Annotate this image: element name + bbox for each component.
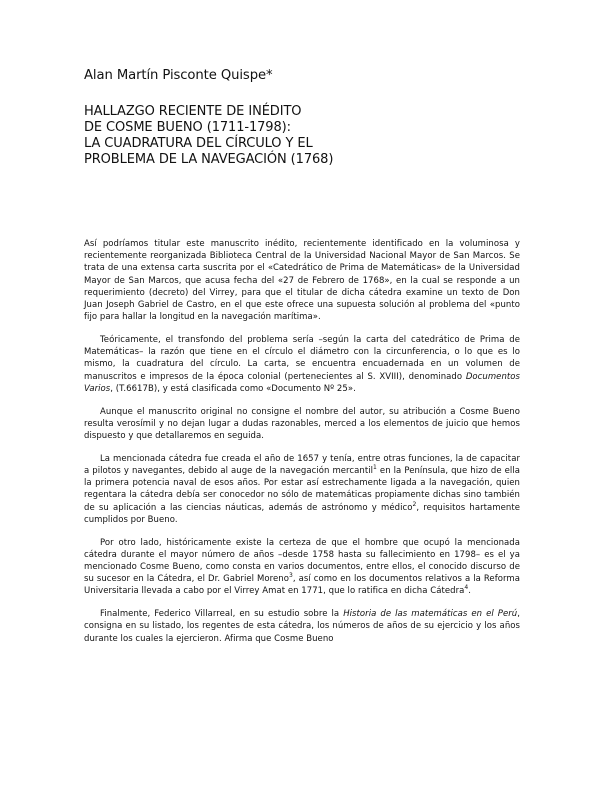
footnote-ref-3[interactable]: 3 [289,572,293,580]
paragraph-6 [84,608,520,645]
paragraph-2-text-a: Teóricamente, el transfondo del problema sería –según la carta del catedrático de Prima de Matemáticas– la razón que tiene en el círculo el diámetro con la circunferencia, o lo que es lo mismo, la cuadratura del círculo. La carta, se encuentra encuadernada en un volumen de manuscritos e impresos de la época colonial (pertenecientes al S. XVIII), denominado [84,335,520,382]
paragraph-2-text-b: , (T.6617B), y está clasificada como «Documento Nº 25». [110,383,356,394]
title-line-3: LA CUADRATURA DEL CÍRCULO Y EL [84,136,313,151]
footnote-ref-2[interactable]: 2 [412,500,417,508]
paragraph-1-text: Así podríamos titular este manuscrito inédito, recientemente identificado en la voluminosa y recientemente reorganizada Biblioteca Central de la Universidad Nacional Mayor de San Marcos. Se trata de una extensa carta suscrita por el «Catedrático de Prima de Matemáticas» de la Universidad Mayor de San Marcos, que acusa fecha del «27 de Febrero de 1768», en la cual se responde a un requerimiento (decreto) del Virrey, para que el titular de dicha cátedra examine un texto de Don Juan Joseph Gabriel de Castro, en el que este ofrece una supuesta solución al problema del «punto fijo para hallar la longitud en la navegación marítima». [84,239,520,323]
paragraph-2-italic: Documentos Varios [84,371,520,394]
footnote-ref-4[interactable]: 4 [464,584,469,592]
title-line-4: PROBLEMA DE LA NAVEGACIÓN (1768) [84,152,334,167]
author-name: Alan Martín Pisconte Quispe* [84,68,273,83]
paragraph-4-text-b: en la Península, que hizo de ella la primera potencia naval de esos años. Por estar así estrechamente ligada a la navegación, quien regentara la cátedra debía ser conocedor no sólo de matemáticas propiamente dichas sino también de su aplicación a las ciencias náuticas, además de astrónomo y médico [84,466,520,513]
title-line-2: DE COSME BUENO (1711-1798): [84,120,291,135]
paragraph-5-text-b: , así como en los documentos relativos a la Reforma Universitaria llevada a cabo por el Virrey Amat en 1771, que lo ratifica en dicha Cátedra [84,574,520,597]
paragraph-6-text-a: Finalmente, Federico Villarreal, en su estudio sobre la [100,609,344,620]
paragraph-4 [84,453,520,526]
paragraph-4-text-a: La mencionada cátedra fue creada el año de 1657 y tenía, entre otras funciones, la de capacitar a pilotos y navegantes, debido al auge de la navegación mercantil [84,453,520,477]
paragraph-6-text-b: , consigna en su listado, los regentes de esta cátedra, los números de años de su ejercicio y los años durante los cuales la ejercieron. Afirma que Cosme Bueno [84,609,520,644]
paragraph-5-text-c: . [468,586,472,597]
article-title [84,104,524,168]
paragraph-3 [84,406,520,443]
paragraph-6-italic: Historia de las matemáticas en el Perú [343,609,518,620]
paragraph-4-text-c: , requisitos hartamente cumplidos por Bueno. [84,502,521,525]
paragraph-5 [84,537,520,598]
paragraph-1 [84,238,520,323]
title-line-1: HALLAZGO RECIENTE DE INÉDITO [84,104,302,119]
footnote-ref-1[interactable]: 1 [373,464,377,472]
paragraph-2 [84,334,520,395]
article-body [84,238,520,655]
paragraph-3-text: Aunque el manuscrito original no consigne el nombre del autor, su atribución a Cosme Bueno resulta verosímil y no dejan lugar a dudas razonables, merced a los elementos de juicio que hemos dispuesto y que detallaremos en seguida. [84,406,520,442]
paragraph-5-text-a: Por otro lado, históricamente existe la certeza de que el hombre que ocupó la mencionada cátedra durante el mayor número de años –desde 1758 hasta su fallecimiento en 1798– es el ya mencionado Cosme Bueno, como consta en varios documentos, entre ellos, el conocido discurso de su sucesor en la Cátedra, el Dr. Gabriel Moreno [84,537,520,585]
